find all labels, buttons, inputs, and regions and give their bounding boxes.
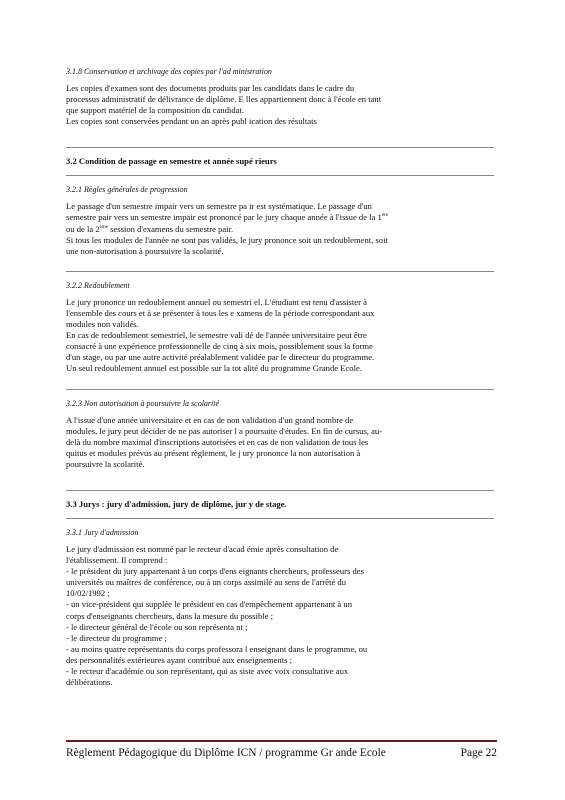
divider — [66, 175, 494, 176]
text-line: universités ou maîtres de conférence, ou à un corps assimilé au sens de l'arrêté du — [66, 577, 347, 588]
text-line: l'ensemble des cours et à se présenter à tous les e xamens de la période correspondant aux — [66, 307, 375, 318]
text-line: Un seul redoublement annuel est possible sur la tot alité du programme Grande Ecole. — [66, 363, 362, 374]
text-line: - au moins quatre représentants du corps professora l enseignant dans le programme, ou — [66, 643, 368, 654]
text-line: poursuivre la scolarité. — [66, 458, 145, 469]
text-line: ou de la 2ème session d'examens du semestre pair. — [66, 223, 234, 234]
text-line: une non-autorisation à poursuivre la scolarité. — [66, 245, 224, 256]
text-line: - le directeur du programme ; — [66, 632, 167, 643]
text-line: delà du nombre maximal d'inscriptions autorisées et en cas de non validation de tous les — [66, 436, 369, 447]
text-line: Les copies d'examen sont des documents produits par les candidats dans le cadre du — [66, 83, 355, 93]
text-line: que support matériel de la composition du candidat. — [66, 105, 245, 116]
text-line: d'un stage, ou par une autre activité préalablement validée par le directeur du programme. — [66, 352, 375, 363]
page-footer — [66, 746, 497, 760]
text-line: modules non validés. — [66, 319, 139, 330]
text-line: En cas de redoublement semestriel, le semestre vali dé de l'année universitaire peut être — [66, 330, 367, 341]
subsection-heading-3-3-1: 3.3.1 Jury d'admission — [66, 527, 139, 537]
paragraph-regles — [66, 201, 494, 256]
text-line: - un vice-président qui supplée le président en cas d'empêchement appartenant à un — [66, 599, 352, 610]
divider — [66, 389, 494, 390]
text-line: Les copies sont conservées pendant un an après publ ication des résultats — [66, 116, 317, 127]
subsection-heading-3-1-8: 3.1.8 Conservation et archivage des copies par l'ad ministration — [66, 67, 272, 76]
divider — [66, 147, 494, 148]
text-line: consacré à une expérience professionnelle de cinq à six mois, possiblement sous la forme — [66, 341, 373, 352]
subsection-heading-3-2-1: 3.2.1 Règles générales de progression — [66, 185, 188, 195]
text-line: - le recteur d'académie ou son représentant, qui as siste avec voix consultative aux — [66, 666, 349, 676]
text-line: - le directeur général de l'école ou son représenta nt ; — [66, 621, 248, 632]
text-line: des personnalités extérieures ayant contribué aux enseignements ; — [66, 654, 292, 665]
paragraph-non-autorisation — [66, 415, 494, 470]
footer-divider — [66, 740, 497, 742]
text-line: - le président du jury appartenant à un corps d'ens eignants chercheurs, professeurs des — [66, 566, 364, 577]
text-line: délibérations. — [66, 677, 113, 688]
document-page — [66, 66, 494, 688]
subsection-heading-3-2-2: 3.2.2 Redoublement — [66, 280, 130, 290]
section-heading-3-2: 3.2 Condition de passage en semestre et année supé rieurs — [66, 156, 277, 167]
divider — [66, 490, 494, 491]
paragraph-conservation — [66, 83, 494, 127]
text-line: quitus et modules prévus au présent règlement, le j ury prononce la non autorisation à — [66, 447, 361, 458]
divider — [66, 271, 494, 272]
text-line: corps d'enseignants chercheurs, dans la mesure du possible ; — [66, 610, 274, 621]
divider — [66, 518, 494, 519]
text-line: l'établissement. Il comprend : — [66, 555, 168, 566]
page-number: Page 22 — [460, 747, 497, 759]
text-line: Le jury d'admission est nommé par le recteur d'acad émie après consultation de — [66, 543, 339, 554]
text-line: 10/02/1992 ; — [66, 588, 110, 599]
paragraph-jury-admission — [66, 544, 494, 688]
text-line: semestre pair vers un semestre impair est prononcé par le jury chaque année à l'issue de la 1ère — [66, 212, 388, 223]
text-line: modules, le jury peut décider de ne pas autoriser l a poursuite d'études. En fin de cursus, au- — [66, 425, 383, 436]
subsection-heading-3-2-3: 3.2.3 Non autorisation à poursuivre la scolarité — [66, 398, 220, 408]
footer-title: Règlement Pédagogique du Diplôme ICN / programme Gr ande Ecole — [66, 747, 386, 759]
text-line: Le jury prononce un redoublement annuel ou semestri el. L'étudiant est tenu d'assister à — [66, 296, 367, 307]
text-line: Le passage d'un semestre impair vers un semestre pa ir est systématique. Le passage d'un — [66, 201, 372, 212]
text-line: Si tous les modules de l'année ne sont pas validés, le jury prononce soit un redoublement, soit — [66, 234, 388, 245]
section-heading-3-3: 3.3 Jurys : jury d'admission, jury de diplôme, jur y de stage. — [66, 498, 287, 509]
paragraph-redoublement — [66, 297, 494, 375]
text-line: processus administratif de délivrance de diplôme. E lles appartiennent donc à l'école en tant — [66, 94, 382, 105]
text-line: A l'issue d'une année universitaire et en cas de non validation d'un grand nombre de — [66, 414, 354, 425]
